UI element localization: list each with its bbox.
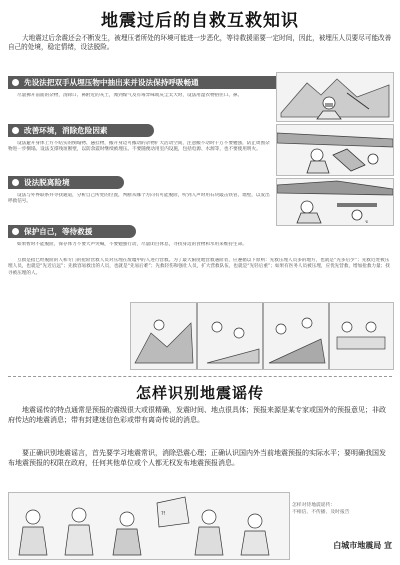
page-title: 地震过后的自救互救知识 — [101, 11, 299, 31]
section-4-body: 如果暂时不能脱险，保存体力不要大声哭喊，不要勉强行动，尽量闭目休息，寻找身边的食物和水用来维持生命。 — [17, 242, 247, 247]
issuer-footer: 白城市地震局 宣 — [333, 541, 392, 550]
illustration-rescue-strip — [130, 302, 394, 370]
section-1-heading: 先设法把双手从埋压物中抽出来并设法保持呼吸畅通 — [8, 76, 286, 89]
illustration-signal-for-help — [276, 178, 394, 226]
rumor-caption-line-1: 怎样对待地震谣传： — [292, 503, 336, 508]
svg-text:↯: ↯ — [365, 219, 369, 224]
rumor-paragraph-2: 要正确识别地震谣言，首先要学习地震常识，消除恐震心理；正确认识国内外当前地震预报的实际水平；要明确我国发布地震预报的权限在政府，任何其他单位或个人都无权发布地震预报消息。 — [8, 449, 386, 468]
rumor-caption-line-2: 不相信、不传播、及时报告 — [292, 510, 350, 515]
bullet-icon — [12, 127, 19, 134]
svg-text:?!: ?! — [161, 511, 166, 517]
rumor-paragraph-1: 地震谣传的特点通常是预报的震级很大或很精确，发震时间、地点很具体；预报来源是某专家或国外的预报意见；非政府传达的地震消息；带有封建迷信色彩或带有离奇传说的消息。 — [8, 406, 386, 425]
mutual-rescue-paragraph: 互救是指已经脱险的人和专门的抢险营救人员对压埋在废墟中的人进行营救。为了最大限度地营救遇险者，应遵循以下原则：先救压埋人员多的地方，也就是“先多后少”；先救近处被压埋人员，也就是“先近后远”；先救容易救出的人员，也就是“先易后难”；先救轻伤和强壮人员，扩大营救队伍，也就是“先轻后重”；如果有医务人员被压埋，应优先营救，增加抢救力量；找寻被压埋的人。 — [8, 258, 390, 276]
section-2-body: 设法避开身体上方不结实的倒塌物、悬挂物，搬开身边可搬动的杂物扩大活动空间，注意搬不动时千万不要勉强，防止周围杂物进一步倒塌。设法支撑残垣断壁，以防余震时继续被埋压。不要随便动用室内设施，包括电源、水源等，也不要使用明火。 — [8, 141, 270, 153]
section-divider — [8, 376, 392, 377]
rumor-caption — [292, 502, 392, 516]
section-2-heading: 改善环境，消除危险因素 — [8, 124, 154, 137]
section-3-heading: 设法脱离险境 — [8, 176, 124, 189]
rumor-title: 怎样识别地震谣传 — [135, 384, 264, 402]
illustration-rumor-cartoon — [8, 492, 290, 560]
section-3-body: 设法与外界联系并寻找通道，分析自己所处的位置，判断从哪个方向有可能脱险，听到人声时用石块敲击铁管、墙壁，以发出呼救信号。 — [8, 193, 270, 205]
section-4-heading: 保护自己，等待救援 — [8, 225, 136, 238]
lead-paragraph: 大地震过后余震还会不断发生，被埋压者所处的环境可能进一步恶化，等待救援需要一定时间，因此，被埋压人员要尽可能改善自己的处境，稳定情绪，设法脱险。 — [8, 34, 392, 52]
bullet-icon — [12, 228, 19, 235]
bullet-icon — [12, 79, 19, 86]
illustration-cover-mouth — [276, 72, 394, 122]
bullet-icon — [12, 179, 19, 186]
section-1-body: 尽量拂开前面的杂物，清除口、鼻附近的灰土，闻到煤气及有毒异味或灰尘太大时，设法用湿衣物捂住口、鼻。 — [17, 93, 243, 98]
illustration-clear-debris — [276, 124, 394, 176]
